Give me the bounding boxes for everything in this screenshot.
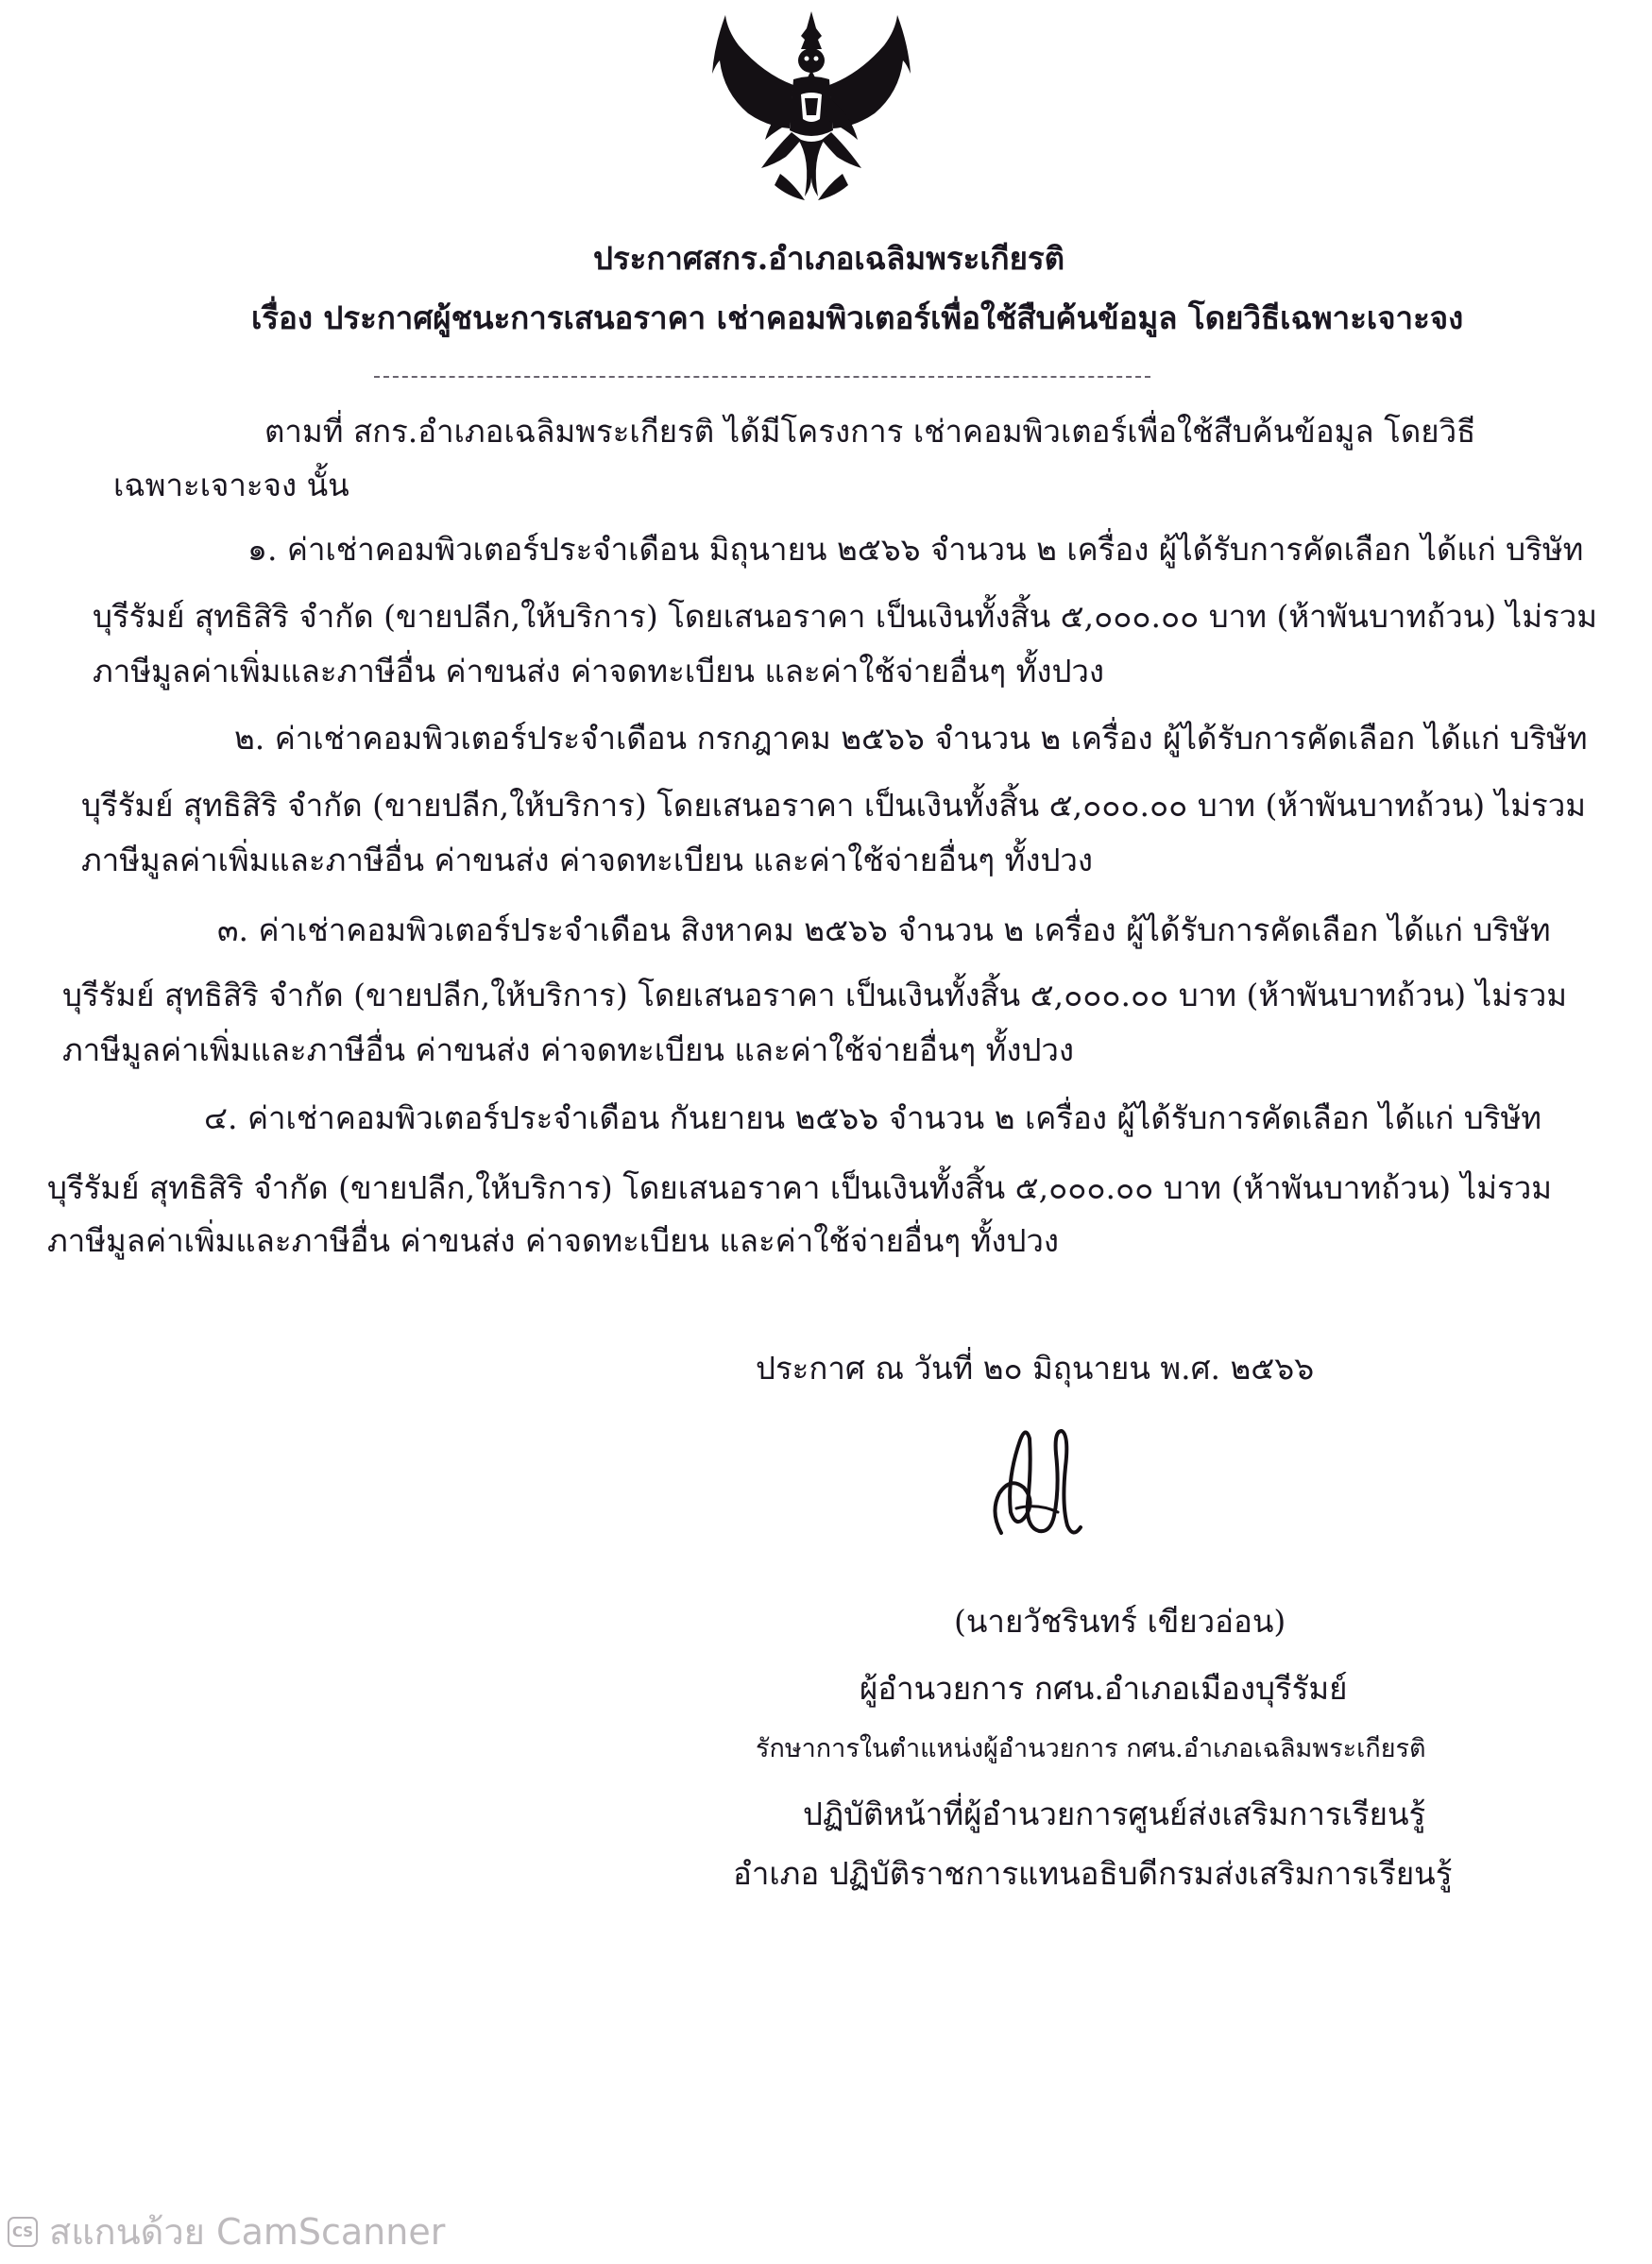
intro-line-2: เฉพาะเจาะจง นั้น	[113, 467, 349, 503]
camscanner-logo-icon: CS	[8, 2217, 38, 2247]
item-4-line-3: ภาษีมูลค่าเพิ่มและภาษีอื่น ค่าขนส่ง ค่าจดทะเบียน และค่าใช้จ่ายอื่นๆ ทั้งปวง	[47, 1222, 1060, 1259]
announcement-title: ประกาศสกร.อำเภอเฉลิมพระเกียรติ	[593, 240, 1065, 277]
signature-scribble	[988, 1421, 1092, 1554]
item-4-line-1: ๔. ค่าเช่าคอมพิวเตอร์ประจำเดือน กันยายน ๒๕๖๖ จำนวน ๒ เครื่อง ผู้ได้รับการคัดเลือก ได้แก่ บริษัท	[204, 1099, 1541, 1136]
item-1-line-1: ๑. ค่าเช่าคอมพิวเตอร์ประจำเดือน มิถุนายน ๒๕๖๖ จำนวน ๒ เครื่อง ผู้ได้รับการคัดเลือก ได้แก่ บริษัท	[247, 531, 1584, 568]
garuda-emblem-icon	[707, 8, 916, 210]
item-2-line-2: บุรีรัมย์ สุทธิสิริ จำกัด (ขายปลีก,ให้บริการ) โดยเสนอราคา เป็นเงินทั้งสิ้น ๕,๐๐๐.๐๐ บาท (ห้าพันบาทถ้วน) ไม่รวม	[81, 787, 1587, 824]
signer-name: (นายวัชรินทร์ เขียวอ่อน)	[954, 1603, 1286, 1640]
position-line-3: ปฏิบัติหน้าที่ผู้อำนวยการศูนย์ส่งเสริมการเรียนรู้	[803, 1796, 1426, 1832]
date-line: ประกาศ ณ วันที่ ๒๐ มิถุนายน พ.ศ. ๒๕๖๖	[756, 1350, 1315, 1387]
item-2-line-1: ๒. ค่าเช่าคอมพิวเตอร์ประจำเดือน กรกฎาคม ๒๕๖๖ จำนวน ๒ เครื่อง ผู้ได้รับการคัดเลือก ได้แก่ บริษัท	[234, 720, 1588, 757]
intro-line-1: ตามที่ สกร.อำเภอเฉลิมพระเกียรติ ได้มีโครงการ เช่าคอมพิวเตอร์เพื่อใช้สืบค้นข้อมูล โดยวิธี	[264, 413, 1476, 450]
item-3-line-1: ๓. ค่าเช่าคอมพิวเตอร์ประจำเดือน สิงหาคม ๒๕๖๖ จำนวน ๒ เครื่อง ผู้ได้รับการคัดเลือก ได้แก่ บริษัท	[217, 911, 1551, 948]
subject-line: เรื่อง ประกาศผู้ชนะการเสนอราคา เช่าคอมพิวเตอร์เพื่อใช้สืบค้นข้อมูล โดยวิธีเฉพาะเจาะจง	[251, 299, 1464, 336]
separator-line	[374, 376, 1150, 378]
item-1-line-3: ภาษีมูลค่าเพิ่มและภาษีอื่น ค่าขนส่ง ค่าจดทะเบียน และค่าใช้จ่ายอื่นๆ ทั้งปวง	[93, 653, 1105, 689]
item-1-line-2: บุรีรัมย์ สุทธิสิริ จำกัด (ขายปลีก,ให้บริการ) โดยเสนอราคา เป็นเงินทั้งสิ้น ๕,๐๐๐.๐๐ บาท (ห้าพันบาทถ้วน) ไม่รวม	[93, 598, 1598, 635]
item-3-line-2: บุรีรัมย์ สุทธิสิริ จำกัด (ขายปลีก,ให้บริการ) โดยเสนอราคา เป็นเงินทั้งสิ้น ๕,๐๐๐.๐๐ บาท (ห้าพันบาทถ้วน) ไม่รวม	[62, 977, 1568, 1013]
position-line-4: อำเภอ ปฏิบัติราชการแทนอธิบดีกรมส่งเสริมการเรียนรู้	[733, 1855, 1453, 1892]
position-line-1: ผู้อำนวยการ กศน.อำเภอเมืองบุรีรัมย์	[860, 1670, 1348, 1707]
item-3-line-3: ภาษีมูลค่าเพิ่มและภาษีอื่น ค่าขนส่ง ค่าจดทะเบียน และค่าใช้จ่ายอื่นๆ ทั้งปวง	[62, 1031, 1075, 1068]
scanner-stamp-text: สแกนด้วย CamScanner	[49, 2211, 446, 2253]
item-4-line-2: บุรีรัมย์ สุทธิสิริ จำกัด (ขายปลีก,ให้บริการ) โดยเสนอราคา เป็นเงินทั้งสิ้น ๕,๐๐๐.๐๐ บาท (ห้าพันบาทถ้วน) ไม่รวม	[47, 1169, 1553, 1206]
position-line-2: รักษาการในตำแหน่งผู้อำนวยการ กศน.อำเภอเฉลิมพระเกียรติ	[756, 1734, 1426, 1763]
item-2-line-3: ภาษีมูลค่าเพิ่มและภาษีอื่น ค่าขนส่ง ค่าจดทะเบียน และค่าใช้จ่ายอื่นๆ ทั้งปวง	[81, 842, 1094, 878]
